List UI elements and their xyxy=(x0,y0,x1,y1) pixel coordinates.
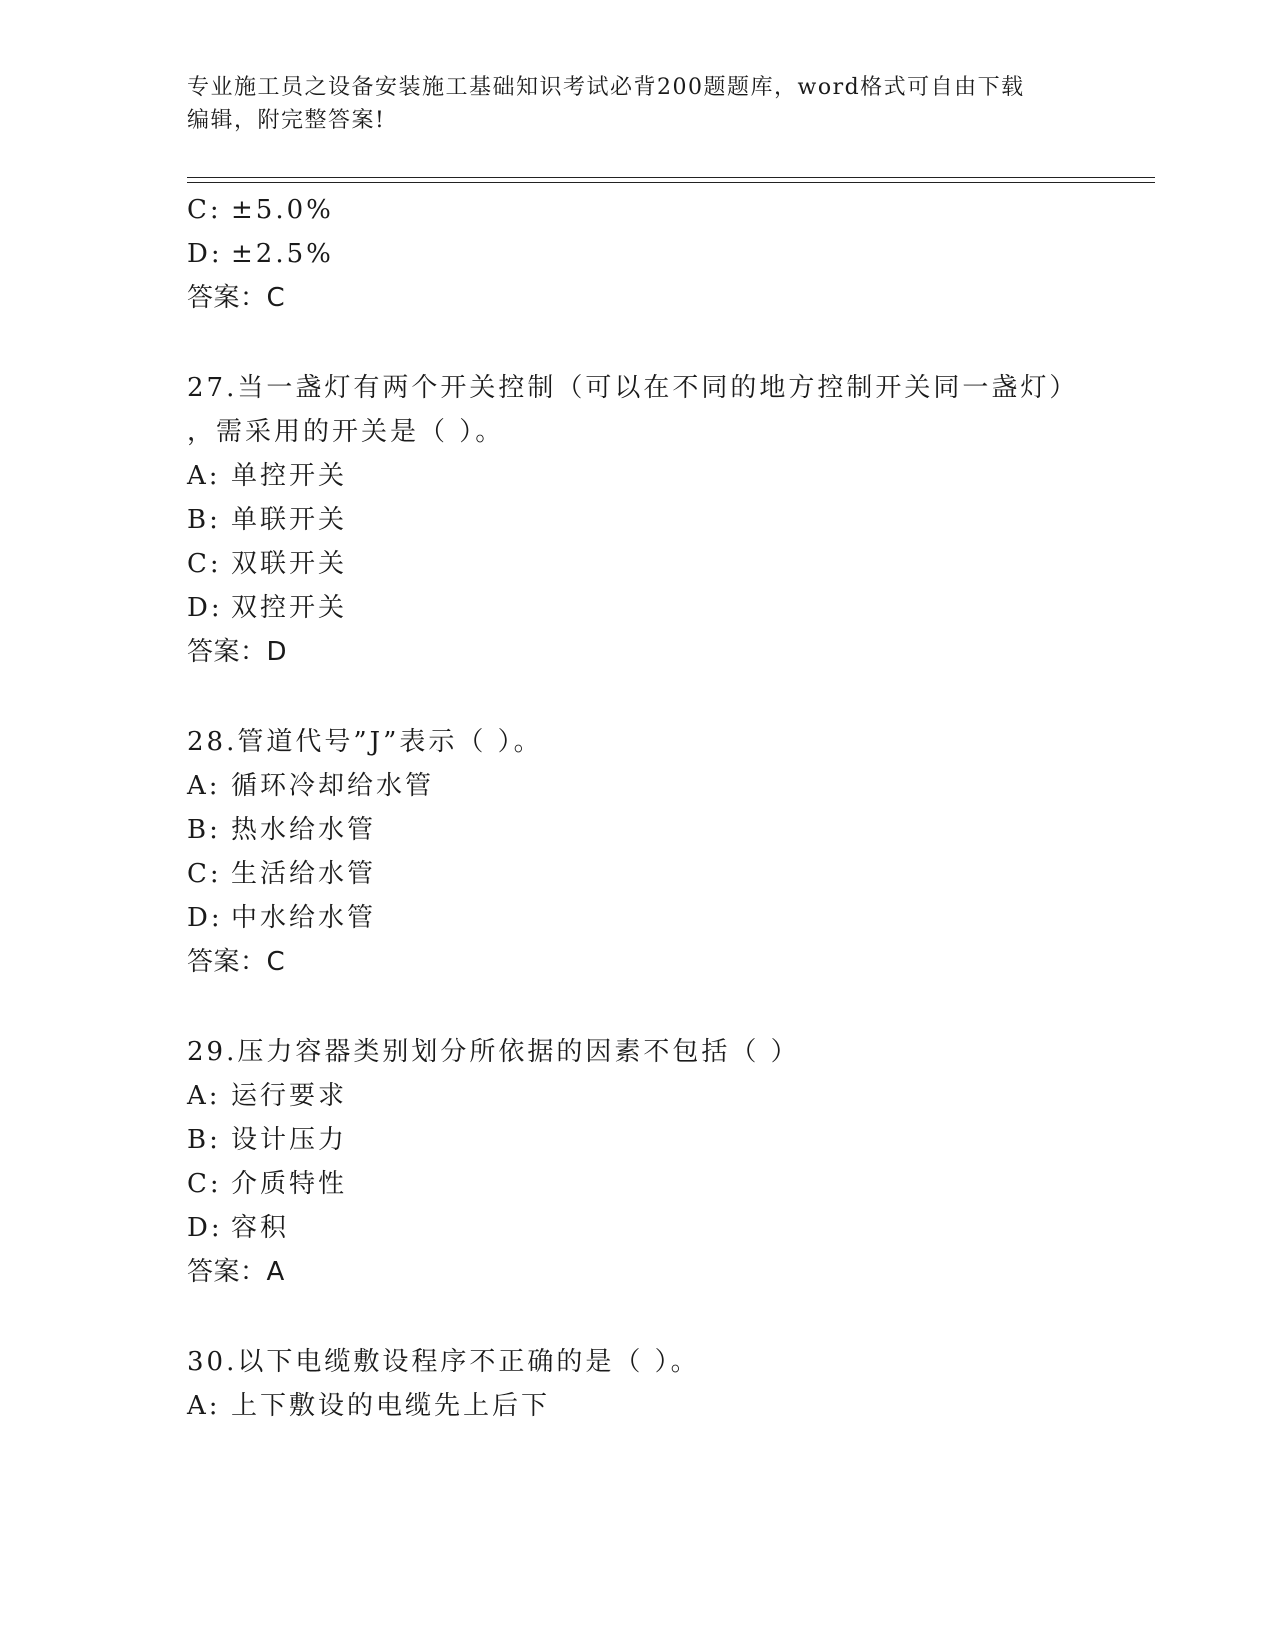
header-divider-top xyxy=(187,177,1155,178)
q27-stem-line-1: 27.当一盏灯有两个开关控制（可以在不同的地方控制开关同一盏灯） xyxy=(187,373,1079,403)
option-text: 介质特性 xyxy=(231,1169,348,1199)
document-header xyxy=(187,71,1087,137)
option-label: A: xyxy=(187,771,221,801)
option-text: 设计压力 xyxy=(231,1125,348,1155)
q26-option-d xyxy=(187,234,334,274)
q28-option-c xyxy=(187,854,376,894)
q27-stem-line-2: ，需采用的开关是（ ）。 xyxy=(187,417,505,447)
option-text: ±2.5% xyxy=(231,239,334,269)
option-label: D: xyxy=(187,593,223,623)
q29-stem-line-1: 29.压力容器类别划分所依据的因素不包括（ ） xyxy=(187,1037,800,1067)
q27-option-c xyxy=(187,544,347,584)
option-label: C: xyxy=(187,1169,222,1199)
q26-answer: 答案：C xyxy=(187,283,286,313)
option-label: D: xyxy=(187,1213,223,1243)
q28-option-a xyxy=(187,766,434,806)
option-text: 双联开关 xyxy=(231,549,348,579)
option-text: 双控开关 xyxy=(231,593,348,623)
option-text: 生活给水管 xyxy=(231,859,377,889)
q26-option-c xyxy=(187,190,334,230)
q29-answer: 答案：A xyxy=(187,1257,285,1287)
q28-option-d xyxy=(187,898,376,938)
header-line-1: 专业施工员之设备安装施工基础知识考试必背200题题库，word格式可自由下载 xyxy=(187,75,1025,100)
option-text: 单控开关 xyxy=(231,461,348,491)
option-label: B: xyxy=(187,815,221,845)
q30-option-a xyxy=(187,1386,550,1426)
option-label: A: xyxy=(187,1081,221,1111)
option-text: 上下敷设的电缆先上后下 xyxy=(231,1391,551,1421)
option-label: B: xyxy=(187,505,221,535)
option-label: C: xyxy=(187,549,222,579)
option-label: C: xyxy=(187,195,222,225)
option-text: 容积 xyxy=(231,1213,290,1243)
q27-option-d xyxy=(187,588,347,628)
option-label: B: xyxy=(187,1125,221,1155)
q28-answer: 答案：C xyxy=(187,947,286,977)
q28-option-b xyxy=(187,810,376,850)
q29-option-a xyxy=(187,1076,347,1116)
option-text: 热水给水管 xyxy=(231,815,377,845)
q27-option-a xyxy=(187,456,347,496)
option-text: 循环冷却给水管 xyxy=(231,771,435,801)
q29-option-c xyxy=(187,1164,347,1204)
option-text: 中水给水管 xyxy=(231,903,377,933)
option-label: A: xyxy=(187,1391,221,1421)
option-label: D: xyxy=(187,903,223,933)
header-line-2: 编辑，附完整答案! xyxy=(187,108,386,133)
option-text: 运行要求 xyxy=(231,1081,348,1111)
q30-stem-line-1: 30.以下电缆敷设程序不正确的是（ ）。 xyxy=(187,1347,700,1377)
option-text: 单联开关 xyxy=(231,505,348,535)
option-text: ±5.0% xyxy=(231,195,334,225)
q28-stem-line-1: 28.管道代号”J”表示（ ）。 xyxy=(187,727,543,757)
q29-option-b xyxy=(187,1120,347,1160)
q27-option-b xyxy=(187,500,347,540)
option-label: C: xyxy=(187,859,222,889)
option-label: D: xyxy=(187,239,223,269)
q27-answer: 答案：D xyxy=(187,637,288,667)
header-divider-bottom xyxy=(187,182,1155,183)
option-label: A: xyxy=(187,461,221,491)
q29-option-d xyxy=(187,1208,289,1248)
